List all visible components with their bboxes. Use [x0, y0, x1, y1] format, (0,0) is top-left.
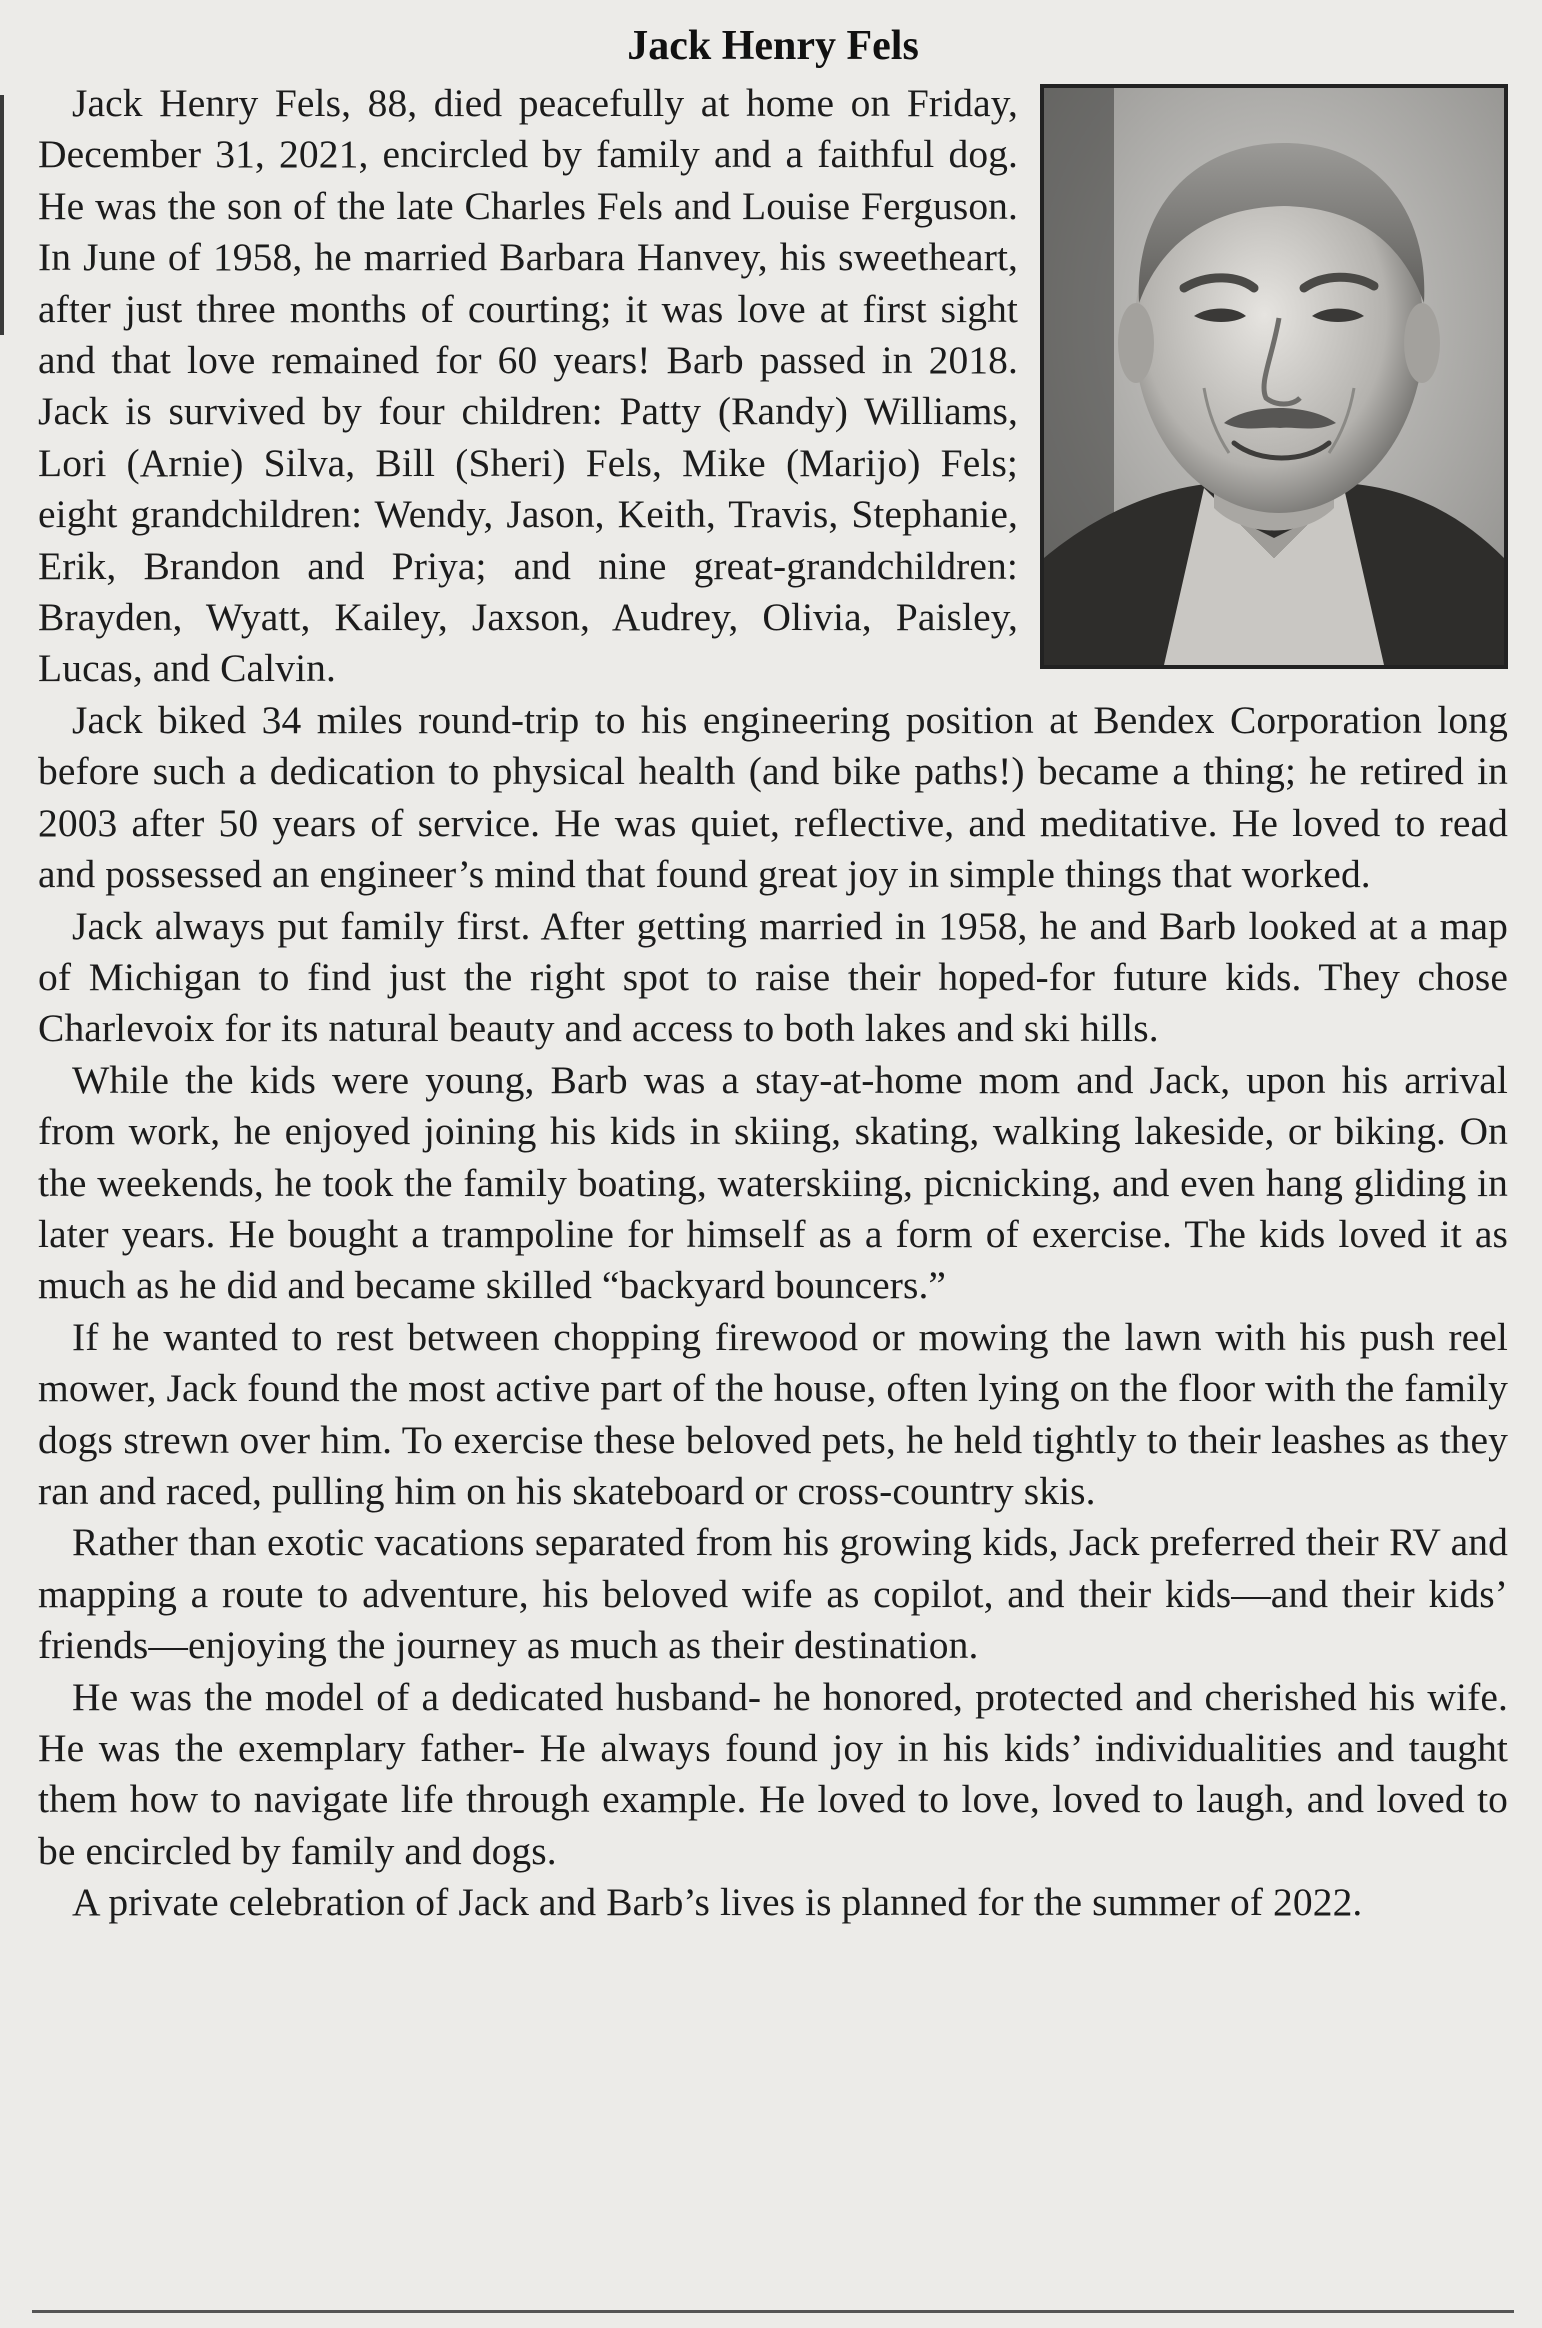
paragraph-biography: Jack Henry Fels, 88, died peacefully at home on Friday, December 31, 2021, encircled by family and a faithful dog. He was the son of the late Charles Fels and Louise Ferguson. In June of 1958, he married Barbara Hanvey, his sweetheart, after just three months of courting; it was love at first sight and that love remained for 60 years! Barb passed in 2018. Jack is survived by four children: Patty (Randy) Williams, Lori (Arnie) Silva, Bill (Sheri) Fels, Mike (Marijo) Fels; eight grandchildren: Wendy, Jason, Keith, Travis, Stephanie, Erik, Brandon and Priya; and nine great-grandchildren: Brayden, Wyatt, Kailey, Jaxson, Audrey, Olivia, Paisley, Lucas, and Calvin. — [38, 81, 1018, 691]
bottom-rule — [32, 2310, 1514, 2313]
obituary-clipping — [38, 20, 1508, 2308]
paragraph-dogs: If he wanted to rest between chopping firewood or mowing the lawn with his push reel mower, Jack found the most active part of the house, often lying on the floor with the family dogs strewn over him. To exercise these beloved pets, he held tightly to their leashes as they ran and raced, pulling him on his skateboard or cross-country skis. — [38, 1314, 1508, 1513]
obituary-title: Jack Henry Fels — [627, 23, 919, 69]
paragraph-career: Jack biked 34 miles round-trip to his engineering position at Bendex Corporation long before such a dedication to physical health (and bike paths!) became a thing; he retired in 2003 after 50 years of service. He was quiet, reflective, and meditative. He loved to read and possessed an engineer’s mind that found great joy in simple things that worked. — [38, 697, 1508, 897]
portrait-image — [1044, 88, 1504, 665]
paragraph-vacations: Rather than exotic vacations separated from his growing kids, Jack preferred their RV and mapping a route to adventure, his beloved wife as copilot, and their kids—and their kids’ friends—enjoying the journey as much as their destination. — [38, 1520, 1508, 1668]
paragraph-activities: While the kids were young, Barb was a stay-at-home mom and Jack, upon his arrival from work, he enjoyed joining his kids in skiing, skating, walking lakeside, or biking. On the weekends, he took the family boating, waterskiing, picnicking, and even hang gliding in later years. He bought a trampoline for himself as a form of exercise. The kids loved it as much as he did and became skilled “backyard bouncers.” — [38, 1057, 1508, 1308]
paragraph-family-home: Jack always put family first. After getting married in 1958, he and Barb looked at a map of Michigan to find just the right spot to raise their hoped-for future kids. They chose Charlevoix for its natural beauty and access to both lakes and ski hills. — [38, 903, 1508, 1051]
paragraph-celebration: A private celebration of Jack and Barb’s lives is planned for the summer of 2022. — [72, 1880, 1363, 1925]
column-rule — [0, 95, 4, 335]
paragraph-character: He was the model of a dedicated husband- he honored, protected and cherished his wife. He was the exemplary father- He always found joy in his kids’ individualities and taught them how to navigate life through example. He loved to love, loved to laugh, and loved to be encircled by family and dogs. — [38, 1674, 1508, 1873]
portrait-photo — [1040, 84, 1508, 669]
